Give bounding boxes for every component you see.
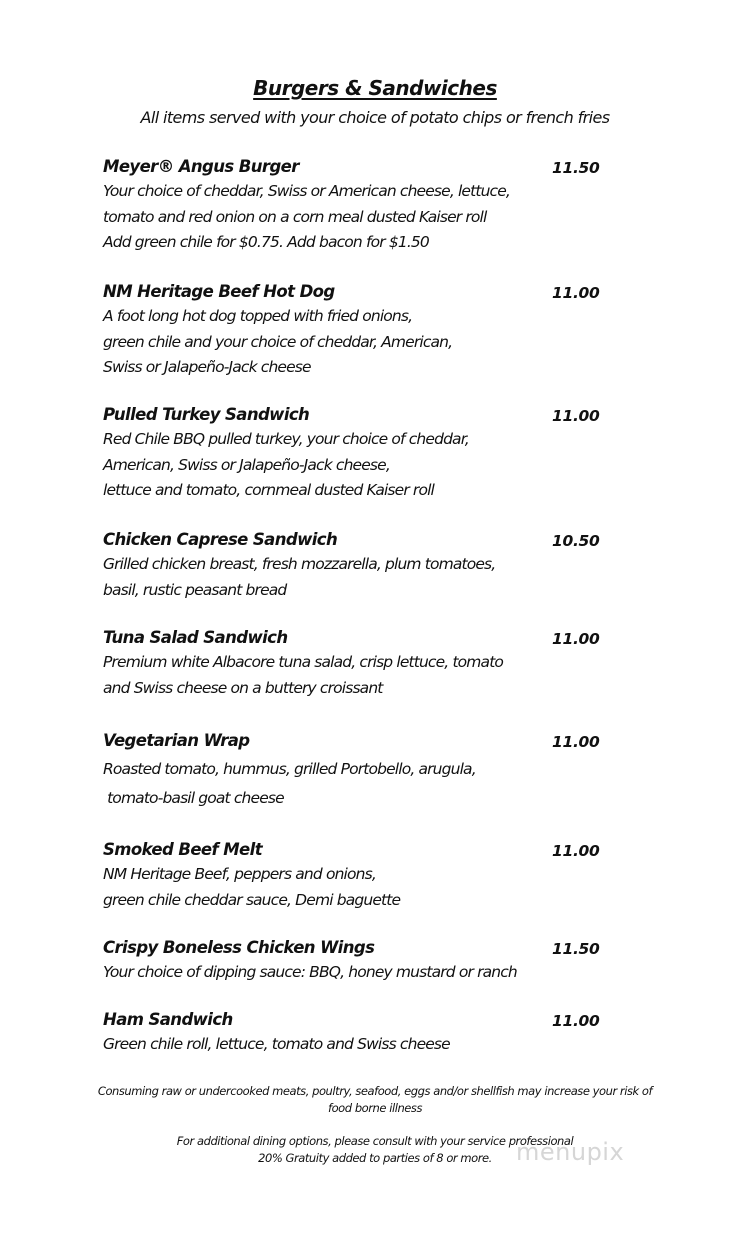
item-description	[103, 960, 643, 986]
item-description-line: American, Swiss or Jalapeño-Jack cheese,	[103, 455, 390, 474]
item-price: 11.00	[552, 407, 600, 425]
item-name: Chicken Caprese Sandwich	[103, 530, 338, 549]
item-description-line: lettuce and tomato, cornmeal dusted Kaiser roll	[103, 481, 434, 499]
item-description-line: Grilled chicken breast, fresh mozzarella, plum tomatoes,	[103, 555, 496, 573]
item-name: Smoked Beef Melt	[103, 840, 262, 859]
item-description-line: Roasted tomato, hummus, grilled Portobello, arugula,	[103, 760, 476, 778]
raw-food-warning	[0, 1083, 750, 1117]
menu-item-pulled-turkey	[103, 402, 643, 504]
item-price: 11.00	[552, 1012, 600, 1030]
menu-item-tuna-salad	[103, 625, 643, 701]
warning-line: Consuming raw or undercooked meats, poultry, seafood, eggs and/or shellfish may increase your risk of	[97, 1084, 653, 1098]
item-description-line: Your choice of dipping sauce: BBQ, honey mustard or ranch	[103, 963, 517, 981]
item-description	[103, 552, 643, 603]
item-name: Tuna Salad Sandwich	[103, 628, 288, 647]
item-name: Crispy Boneless Chicken Wings	[103, 938, 375, 957]
item-description-line: Green chile roll, lettuce, tomato and Swiss cheese	[103, 1035, 450, 1053]
item-description-line: A foot long hot dog topped with fried onions,	[103, 307, 413, 325]
item-description	[103, 650, 643, 701]
item-description	[103, 755, 643, 813]
item-name: Ham Sandwich	[103, 1010, 233, 1029]
dining-info	[0, 1133, 750, 1167]
item-name: Meyer® Angus Burger	[103, 157, 299, 176]
item-name: NM Heritage Beef Hot Dog	[103, 282, 335, 301]
info-line: 20% Gratuity added to parties of 8 or more.	[258, 1151, 492, 1165]
item-description-line: tomato-basil goat cheese	[103, 789, 284, 807]
info-line: For additional dining options, please consult with your service professional	[176, 1134, 574, 1148]
item-price: 11.00	[552, 630, 600, 648]
item-description-line: Red Chile BBQ pulled turkey, your choice of cheddar,	[103, 430, 469, 448]
page-subtitle: All items served with your choice of potato chips or french fries	[140, 108, 610, 127]
item-description-line: Add green chile for $0.75. Add bacon for $1.50	[103, 233, 429, 251]
item-description-line: tomato and red onion on a corn meal dusted Kaiser roll	[103, 207, 487, 226]
menu-item-ham-sandwich	[103, 1007, 643, 1058]
item-price: 11.50	[552, 940, 600, 958]
item-description-line: NM Heritage Beef, peppers and onions,	[103, 865, 376, 883]
menu-item-smoked-beef-melt	[103, 837, 643, 913]
item-name: Vegetarian Wrap	[103, 731, 250, 750]
item-price: 10.50	[552, 532, 600, 550]
menu-item-angus-burger	[103, 154, 643, 256]
item-description	[103, 427, 643, 504]
page-title: Burgers & Sandwiches	[253, 76, 497, 100]
item-name: Pulled Turkey Sandwich	[103, 405, 310, 424]
item-description	[103, 179, 643, 256]
item-description	[103, 862, 643, 913]
item-description-line: green chile and your choice of cheddar, American,	[103, 332, 453, 351]
item-price: 11.00	[552, 284, 600, 302]
item-price: 11.00	[552, 733, 600, 751]
item-description-line: and Swiss cheese on a buttery croissant	[103, 678, 383, 697]
item-price: 11.00	[552, 842, 600, 860]
item-description	[103, 304, 643, 381]
item-description-line: basil, rustic peasant bread	[103, 580, 287, 599]
item-description	[103, 1032, 643, 1058]
item-description-line: Your choice of cheddar, Swiss or American cheese, lettuce,	[103, 182, 510, 200]
menu-item-chicken-wings	[103, 935, 643, 986]
item-description-line: Premium white Albacore tuna salad, crisp lettuce, tomato	[103, 653, 504, 671]
menu-item-vegetarian-wrap	[103, 728, 643, 813]
watermark: menupix	[516, 1138, 625, 1166]
warning-line: food borne illness	[328, 1101, 422, 1115]
menu-item-chicken-caprese	[103, 527, 643, 603]
item-description-line: Swiss or Jalapeño-Jack cheese	[103, 358, 311, 376]
item-description-line: green chile cheddar sauce, Demi baguette	[103, 890, 401, 909]
menu-item-hot-dog	[103, 279, 643, 381]
item-price: 11.50	[552, 159, 600, 177]
